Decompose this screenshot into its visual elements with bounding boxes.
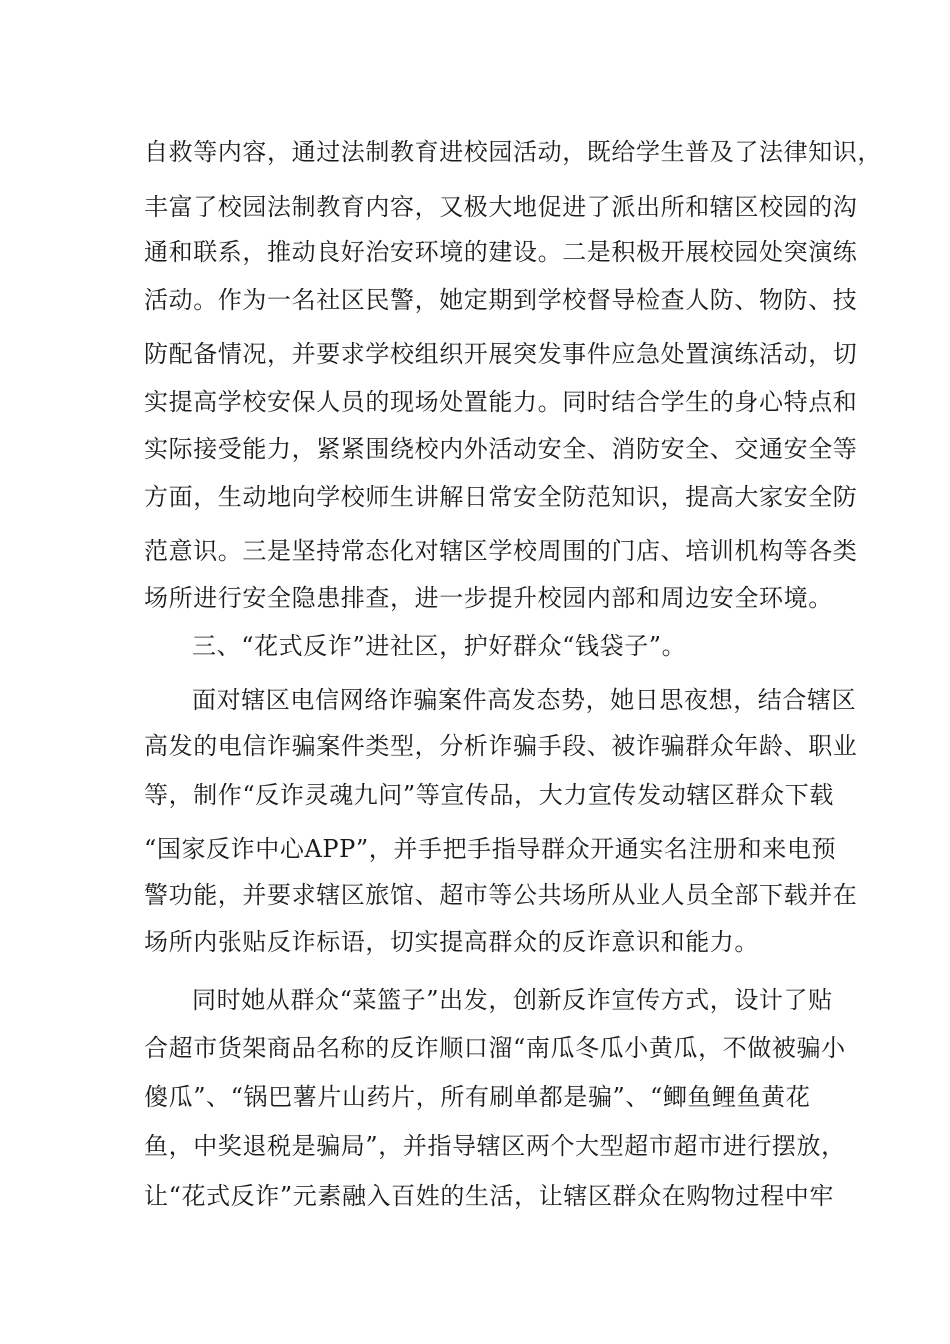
body-text-line: 同时她从群众“菜篮子”出发，创新反诈宣传方式，设计了贴 [192,986,833,1014]
body-text-line: 实提高学校安保人员的现场处置能力。同时结合学生的身心特点和 [144,388,858,416]
body-text-line: 合超市货架商品名称的反诈顺口溜“南瓜冬瓜小黄瓜，不做被骗小 [144,1034,846,1062]
body-text-line: 方面，生动地向学校师生讲解日常安全防范知识，提高大家安全防 [144,483,858,511]
body-text-line: 警功能，并要求辖区旅馆、超市等公共场所从业人员全部下载并在 [144,881,858,909]
section-heading: 三、“花式反诈”进社区，护好群众“钱袋子”。 [192,632,687,660]
body-text-line: 等，制作“反诈灵魂九问”等宣传品，大力宣传发动辖区群众下载 [144,781,834,809]
body-text-line: 防配备情况，并要求学校组织开展突发事件应急处置演练活动，切 [144,340,858,368]
body-text-line: 自救等内容，通过法制教育进校园活动，既给学生普及了法律知识， [144,138,882,166]
body-text-line: 范意识。三是坚持常态化对辖区学校周围的门店、培训机构等各类 [144,537,858,565]
body-text-line: 让“花式反诈”元素融入百姓的生活，让辖区群众在购物过程中牢 [144,1182,834,1210]
body-text-line: 实际接受能力，紧紧围绕校内外活动安全、消防安全、交通安全等 [144,435,858,463]
body-text-line: 高发的电信诈骗案件类型，分析诈骗手段、被诈骗群众年龄、职业 [144,732,858,760]
body-text-line: 活动。作为一名社区民警，她定期到学校督导检查人防、物防、技 [144,286,858,314]
body-text-line: 丰富了校园法制教育内容，又极大地促进了派出所和辖区校园的沟 [144,193,858,221]
body-text-line: 面对辖区电信网络诈骗案件高发态势，她日思夜想，结合辖区 [192,686,857,714]
body-text-line: 场所内张贴反诈标语，切实提高群众的反诈意识和能力。 [144,928,759,956]
body-text-line: 傻瓜”、“锅巴薯片山药片，所有刷单都是骗”、“鲫鱼鲤鱼黄花 [144,1083,811,1111]
body-text-line: 场所进行安全隐患排查，进一步提升校园内部和周边安全环境。 [144,584,833,612]
body-text-line: 鱼，中奖退税是骗局”，并指导辖区两个大型超市超市进行摆放， [144,1132,846,1160]
body-text-line: “国家反诈中心APP”，并手把手指导群众开通实名注册和来电预 [144,835,837,863]
body-text-line: 通和联系，推动良好治安环境的建设。二是积极开展校园处突演练 [144,238,858,266]
